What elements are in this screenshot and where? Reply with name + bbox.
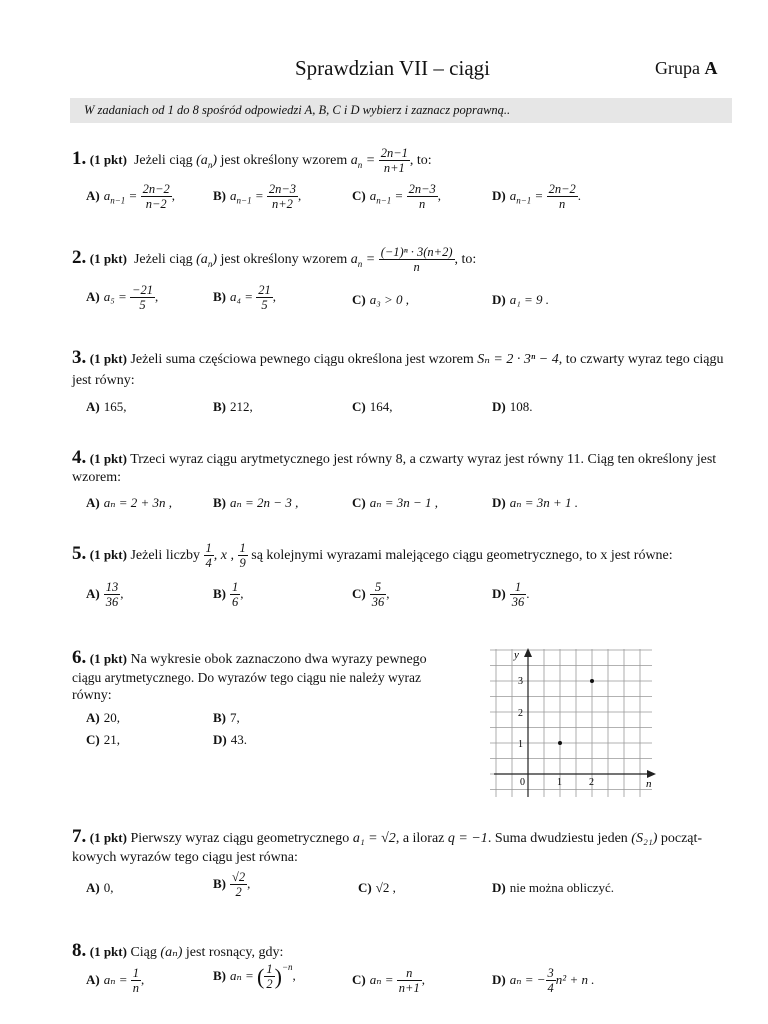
x-tick-label: 0 xyxy=(520,777,525,788)
option-d[interactable]: D) 43. xyxy=(213,732,247,747)
y-axis-arrow xyxy=(524,648,532,657)
question-6-cont: ciągu arytmetycznego. Do wyrazów tego ciągu nie należy wyraz xyxy=(72,670,421,685)
question-text: Ciąg xyxy=(130,945,157,960)
question-text: Na wykresie obok zaznaczono dwa wyrazy pewnego xyxy=(130,652,427,667)
question-text: Trzeci wyraz ciągu arytmetycznego jest równy 8, a czwarty wyraz jest równy 11. Ciąg ten określony jest xyxy=(130,452,717,467)
x-axis-arrow xyxy=(647,770,656,778)
points: (1 pkt) xyxy=(89,944,127,959)
question-8: 8. (1 pkt) Ciąg (aₙ) jest rosnący, gdy: xyxy=(72,940,284,961)
points: (1 pkt) xyxy=(89,451,127,466)
question-number: 5. xyxy=(72,543,87,565)
option-c[interactable]: C) √2 , xyxy=(358,880,396,895)
y-tick-label: 2 xyxy=(518,708,523,719)
question-number: 4. xyxy=(72,447,87,468)
page-title: Sprawdzian VII – ciągi xyxy=(295,56,490,80)
option-d[interactable]: D) aₙ = − $\frac{3}{4}$ n² + n . xyxy=(492,966,595,996)
option-d[interactable]: D) 108. xyxy=(492,399,533,414)
option-d[interactable]: D) aₙ = 3n + 1 . xyxy=(492,495,579,510)
option-a[interactable]: A) 0, xyxy=(86,880,114,895)
instruction-text: W zadaniach od 1 do 8 spośród odpowiedzi A, B, C i D wybierz i zaznacz poprawną.. xyxy=(84,103,511,117)
option-a[interactable]: A) $a_{n-1}$ = $\frac{2n-2}{n-2}$ , xyxy=(86,182,176,212)
option-b[interactable]: B) aₙ = ( $\frac{1}{2}$ )$^{-n}$, xyxy=(213,962,296,992)
question-text: Jeżeli ciąg xyxy=(133,252,193,268)
question-text: jest określony wzorem xyxy=(220,252,348,268)
option-c[interactable]: C) 164, xyxy=(352,399,393,414)
question-number: 1. xyxy=(72,148,87,170)
question-number: 6. xyxy=(72,647,87,668)
option-d[interactable]: D) nie można obliczyć. xyxy=(492,880,615,895)
points: (1 pkt) xyxy=(89,251,127,267)
question-text: Jeżeli ciąg xyxy=(133,153,193,169)
option-d[interactable]: D) a₁ = 9 . xyxy=(492,292,550,307)
question-3 xyxy=(72,347,724,369)
question-text: jest rosnący, gdy: xyxy=(185,945,284,960)
option-c[interactable]: C) a₃ > 0 , xyxy=(352,292,410,307)
question-number: 3. xyxy=(72,347,87,368)
group-label xyxy=(655,58,717,79)
data-point xyxy=(558,741,562,745)
question-text: Jeżeli suma częściowa pewnego ciągu określona jest wzorem xyxy=(130,352,474,367)
question-text: Jeżeli liczby xyxy=(130,548,201,564)
formula-fraction: $\frac{2n-1}{n+1}$ xyxy=(380,146,408,176)
option-c[interactable]: C) 21, xyxy=(86,732,120,747)
question-2: 2. (1 pkt) Jeżeli ciąg $(a_n)$ jest określony wzorem $a_n$ = $\frac{\text{(−1)ⁿ · 3(n+2)}}{n}$ , to: xyxy=(72,245,477,275)
option-d[interactable]: D) $a_{n-1}$ = $\frac{2n-2}{n}$ . xyxy=(492,182,582,212)
option-b[interactable]: B) $\frac{1}{6}$ , xyxy=(213,580,244,610)
question-7-cont: kowych wyrazów tego ciągu jest równa: xyxy=(72,850,298,865)
option-b[interactable]: B) $\frac{√2}{2}$ , xyxy=(213,870,251,900)
question-1: 1. (1 pkt) Jeżeli ciąg $(a_n)$ jest określony wzorem $a_n$ = $\frac{2n-1}{n+1}$ , to: xyxy=(72,146,432,176)
option-c[interactable]: C) aₙ = 3n − 1 , xyxy=(352,495,439,510)
x-tick-label: 1 xyxy=(557,777,562,788)
question-6 xyxy=(72,647,427,669)
data-point xyxy=(590,679,594,683)
option-a[interactable]: A) 165, xyxy=(86,399,127,414)
option-b[interactable]: B) 7, xyxy=(213,710,240,725)
x-tick-label: 2 xyxy=(589,777,594,788)
question-number: 8. xyxy=(72,940,87,961)
option-c[interactable]: C) $\frac{5}{36}$ , xyxy=(352,580,390,610)
points: (1 pkt) xyxy=(89,547,127,563)
y-axis-label: y xyxy=(514,649,519,661)
option-a[interactable]: A) $\frac{13}{36}$ , xyxy=(86,580,124,610)
formula-fraction: $\frac{\text{(−1)ⁿ · 3(n+2)}}{n}$ xyxy=(380,245,453,275)
group-text: Grupa xyxy=(655,58,700,78)
question-text: jest określony wzorem xyxy=(220,153,348,169)
question-number: 2. xyxy=(72,247,87,269)
points: (1 pkt) xyxy=(89,152,127,168)
option-b[interactable]: B) $a_{n-1}$ = $\frac{2n-3}{n+2}$ , xyxy=(213,182,302,212)
y-tick-label: 1 xyxy=(518,739,523,750)
option-b[interactable]: B) 212, xyxy=(213,399,253,414)
question-3-cont: jest równy: xyxy=(72,373,135,388)
question-text: są kolejnymi wyrazami malejącego ciągu geometrycznego, to x jest równe: xyxy=(251,548,673,564)
points: (1 pkt) xyxy=(89,830,127,845)
question-4 xyxy=(72,447,716,469)
option-c[interactable]: C) aₙ = $\frac{n}{n+1}$ , xyxy=(352,966,425,996)
option-b[interactable]: B) aₙ = 2n − 3 , xyxy=(213,495,299,510)
question-6-cont2: równy: xyxy=(72,688,112,703)
option-a[interactable]: A) a₅ = $\frac{-21}{5}$ , xyxy=(86,283,159,313)
instruction-banner xyxy=(70,98,732,123)
option-a[interactable]: A) aₙ = $\frac{1}{n}$ , xyxy=(86,966,145,996)
option-a[interactable]: A) aₙ = 2 + 3n , xyxy=(86,495,173,510)
group-letter: A xyxy=(704,58,718,78)
points: (1 pkt) xyxy=(89,351,127,366)
question-text: Pierwszy wyraz ciągu geometrycznego xyxy=(130,831,350,846)
points: (1 pkt) xyxy=(89,651,127,666)
option-d[interactable]: D) $\frac{1}{36}$ . xyxy=(492,580,530,610)
question-4-cont: wzorem: xyxy=(72,470,121,485)
sequence-graph xyxy=(486,645,662,801)
question-number: 7. xyxy=(72,826,87,847)
option-a[interactable]: A) 20, xyxy=(86,710,120,725)
formula: Sₙ = 2 · 3ⁿ − 4 xyxy=(477,352,559,367)
x-axis-label: n xyxy=(646,778,652,790)
question-5: 5. (1 pkt) Jeżeli liczby $\frac{1}{4}$ , x , $\frac{1}{9}$ są kolejnymi wyrazami malejącego ciągu geometrycznego, to x jest równe: xyxy=(72,541,673,571)
question-text: , to czwarty wyraz tego ciągu xyxy=(558,352,724,367)
option-c[interactable]: C) $a_{n-1}$ = $\frac{2n-3}{n}$ , xyxy=(352,182,442,212)
option-b[interactable]: B) a₄ = $\frac{21}{5}$ , xyxy=(213,283,277,313)
graph-grid xyxy=(490,649,652,797)
question-7: 7. (1 pkt) Pierwszy wyraz ciągu geometrycznego a₁ = √2, a iloraz q = −1. Suma dwudziestu jeden (S₂₁) począt- xyxy=(72,826,703,847)
y-tick-label: 3 xyxy=(518,676,523,687)
